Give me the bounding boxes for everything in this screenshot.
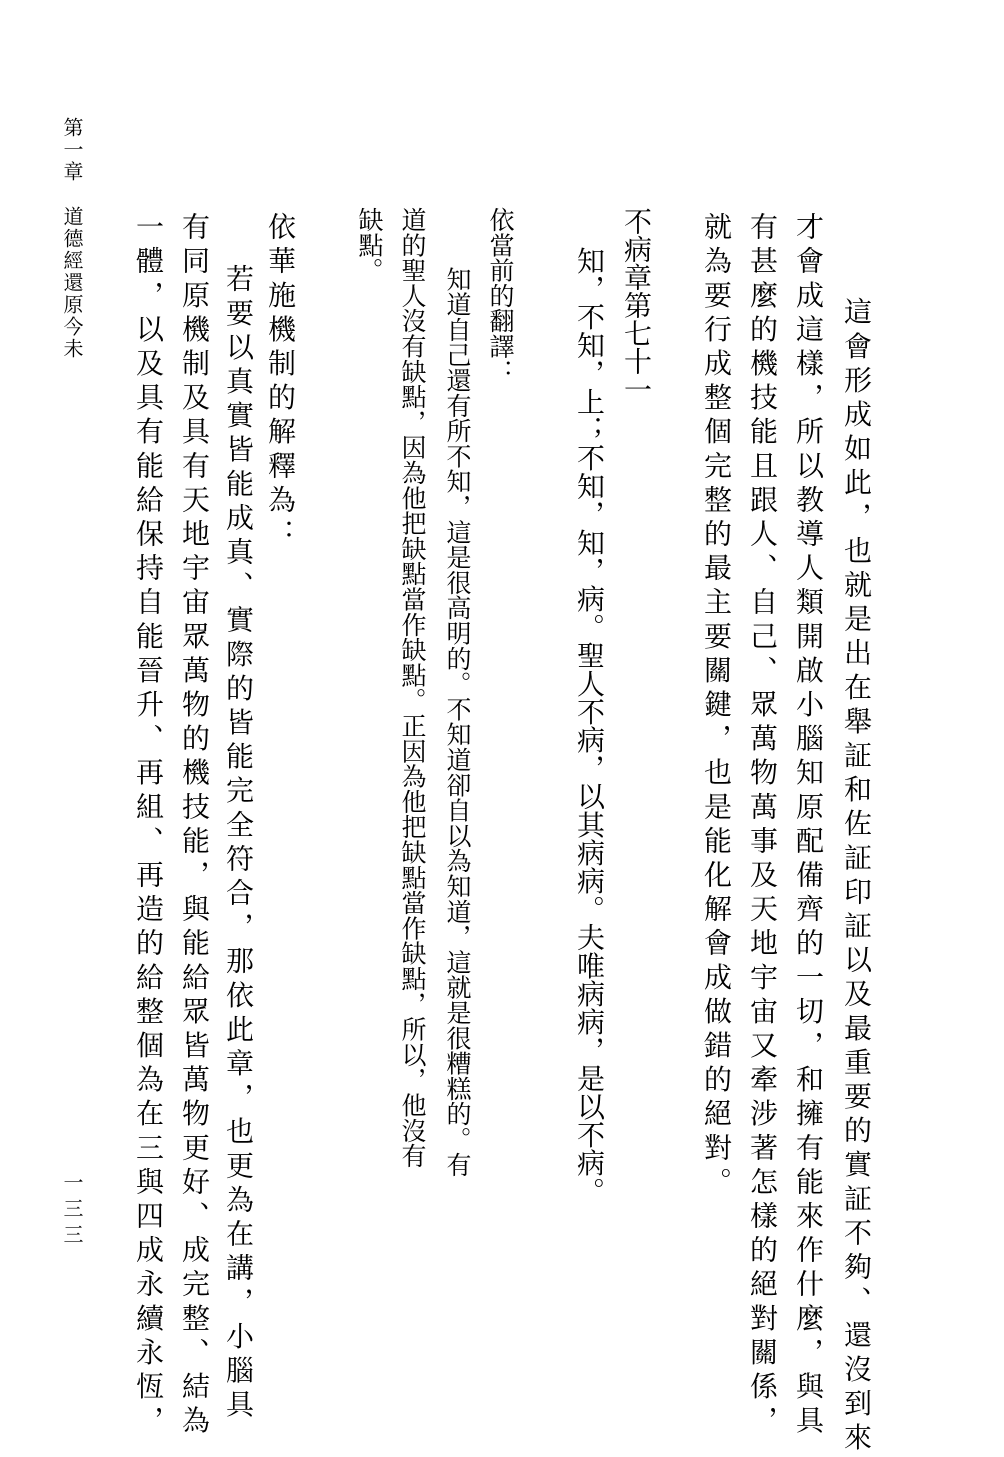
huashi-label: 依華施機制的解釋為：	[264, 212, 297, 553]
huashi-line-1: 若要以真實皆能成真、實際的皆能完全符合，那依此章，也更為在講，小腦具	[222, 230, 255, 1424]
chapter-label: 第一章	[60, 117, 84, 183]
paragraph1-line-1: 這會形成如此，也就是出在舉証和佐証印証以及最重要的實証不夠、還沒到來	[840, 263, 873, 1457]
original-text: 知，不知，上；不知，知，病。聖人不病，以其病病。夫唯病病，是以不病。	[573, 218, 606, 1205]
former-translation-line-2: 道的聖人沒有缺點，因為他把缺點當作缺點。正因為他把缺點當作缺點，所以，他沒有	[398, 207, 427, 1169]
page-number: 一三三	[60, 1172, 84, 1250]
book-title: 道德經還原今未	[60, 206, 84, 360]
huashi-line-2: 有同原機制及具有天地宇宙眾萬物的機技能，與能給眾皆萬物更好、成完整、結為	[178, 212, 211, 1440]
chapter-title: 不病章第七十一	[620, 207, 653, 403]
huashi-line-3: 一體，以及具有能給保持自能晉升、再組、再造的給整個為在三與四成永續永恆，	[132, 212, 165, 1440]
paragraph1-line-4: 就為要行成整個完整的最主要關鍵，也是能化解會成做錯的絕對。	[700, 212, 733, 1201]
former-translation-line-3: 缺點。	[355, 207, 384, 283]
paragraph1-line-2: 才會成這樣，所以教導人類開啟小腦知原配備齊的一切，和擁有能來作什麼，與具	[792, 212, 825, 1440]
paragraph1-line-3: 有甚麼的機技能且跟人、自己、眾萬物萬事及天地宇宙又牽涉著怎樣的絕對關係，	[746, 212, 779, 1440]
former-translation-line-1: 知道自己還有所不知，這是很高明的。不知道卻自以為知道，這就是很糟糕的。有	[443, 241, 472, 1178]
former-translation-label: 依當前的翻譯：	[486, 207, 515, 385]
